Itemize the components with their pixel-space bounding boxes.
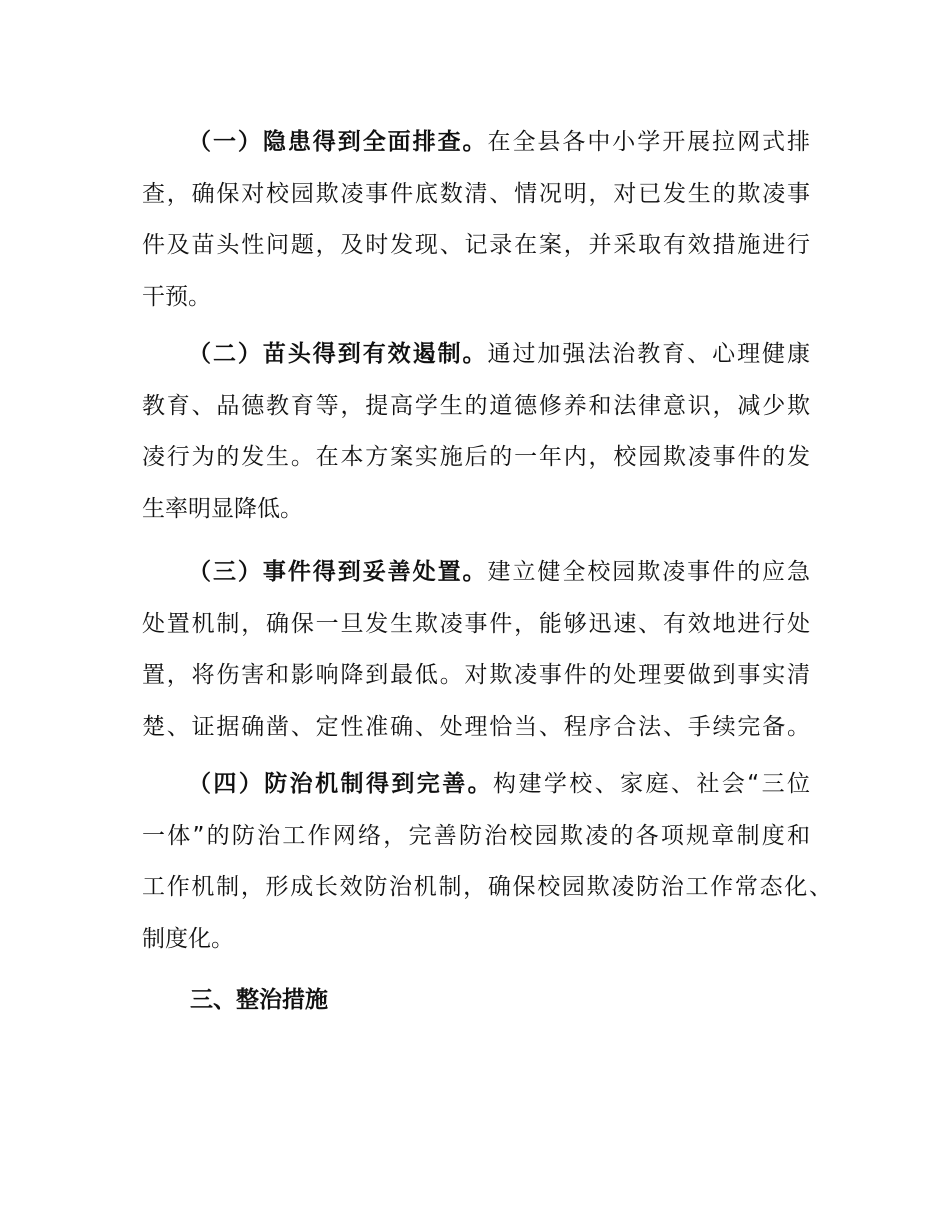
paragraph-line: 置，将伤害和影响降到最低。对欺凌事件的处理要做到事实清 (142, 662, 810, 688)
paragraph-prevention-mechanism (142, 759, 832, 965)
paragraph-lead: （三）事件得到妥善处置。 (188, 559, 488, 585)
paragraph-line: （三）事件得到妥善处置。建立健全校园欺凌事件的应急 (188, 559, 811, 585)
paragraph-lead: （一）隐患得到全面排查。 (188, 129, 488, 155)
paragraph-line: 干预。 (142, 283, 211, 310)
paragraph-line: （一）隐患得到全面排查。在全县各中小学开展拉网式排 (188, 129, 811, 155)
paragraph-line: 生率明显降低。 (142, 495, 303, 522)
paragraph-line: 件及苗头性问题，及时发现、记录在案，并采取有效措施进行 (142, 232, 810, 258)
paragraph-line: （四）防治机制得到完善。构建学校、家庭、社会“三位 (188, 771, 811, 797)
paragraph-early-signs (142, 329, 810, 535)
paragraph-line: 制度化。 (142, 925, 234, 952)
paragraph-line: 楚、证据确凿、定性准确、处理恰当、程序合法、手续完备。 (142, 713, 810, 740)
paragraph-lead: （二）苗头得到有效遏制。 (188, 341, 488, 367)
paragraph-incident-handling (142, 547, 810, 753)
paragraph-line: 教育、品德教育等，提高学生的道德修养和法律意识，减少欺 (142, 392, 810, 419)
paragraph-line: （二）苗头得到有效遏制。通过加强法治教育、心理健康 (188, 341, 811, 367)
paragraph-line: 一体”的防治工作网络，完善防治校园欺凌的各项规章制度和 (142, 822, 810, 849)
paragraph-line: 工作机制，形成长效防治机制，确保校园欺凌防治工作常态化、 (142, 874, 832, 900)
paragraph-line: 凌行为的发生。在本方案实施后的一年内，校园欺凌事件的发 (142, 444, 810, 470)
paragraph-lead: （四）防治机制得到完善。 (188, 771, 494, 797)
paragraph-line: 查，确保对校园欺凌事件底数清、情况明，对已发生的欺凌事 (142, 180, 810, 207)
paragraph-hidden-dangers (142, 117, 810, 323)
section-heading: 三、整治措施 (190, 987, 328, 1013)
paragraph-line: 处置机制，确保一旦发生欺凌事件，能够迅速、有效地进行处 (142, 610, 810, 637)
